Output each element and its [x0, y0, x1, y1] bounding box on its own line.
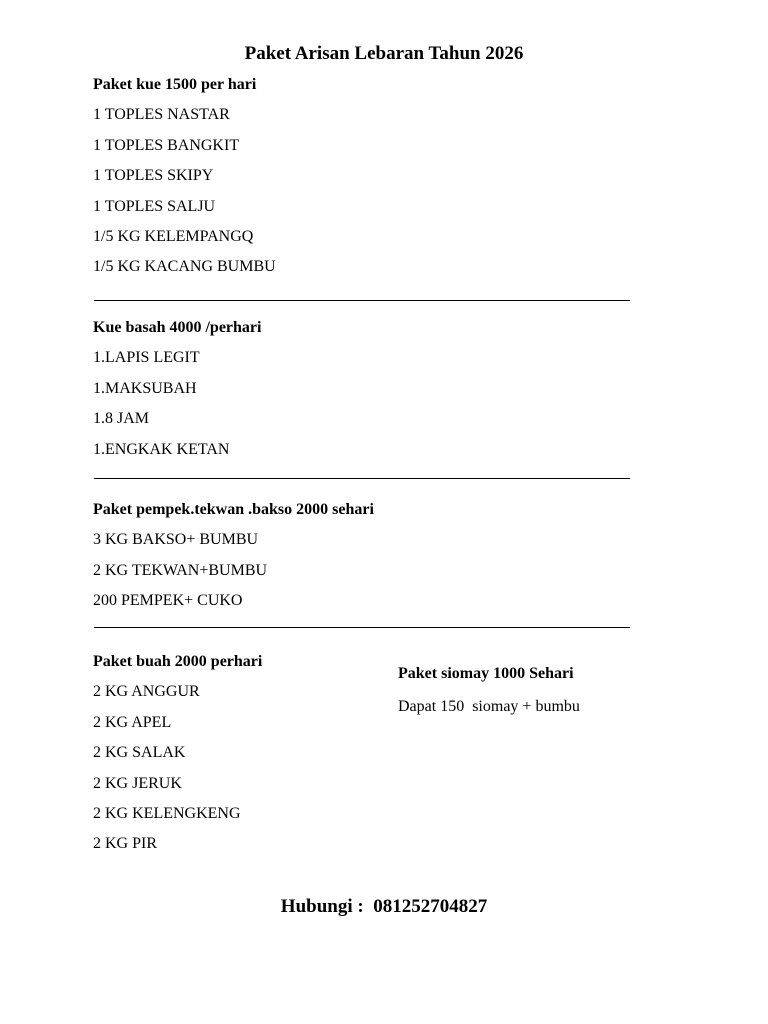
section-paket-siomay	[398, 664, 698, 727]
list-item: 2 KG PIR	[93, 835, 158, 853]
list-item: 1/5 KG KACANG BUMBU	[93, 258, 276, 276]
divider	[94, 300, 630, 301]
section-heading: Paket kue 1500 per hari	[93, 76, 257, 93]
list-item: 1.MAKSUBAH	[93, 379, 197, 397]
section-paket-buah	[93, 652, 373, 865]
divider	[94, 627, 630, 628]
section-heading: Paket buah 2000 perhari	[93, 653, 263, 670]
list-item: 1 TOPLES BANGKIT	[93, 136, 240, 154]
contact-line: Hubungi : 081252704827	[280, 896, 488, 917]
section-heading: Paket pempek.tekwan .bakso 2000 sehari	[93, 501, 374, 518]
list-item: 2 KG SALAK	[93, 744, 186, 762]
list-item: 3 KG BAKSO+ BUMBU	[93, 531, 259, 549]
divider	[94, 478, 630, 479]
list-item: 2 KG JERUK	[93, 774, 182, 792]
list-item: 1 TOPLES NASTAR	[93, 106, 230, 124]
list-item: 1/5 KG KELEMPANGQ	[93, 227, 254, 245]
list-item: 2 KG ANGGUR	[93, 683, 200, 701]
list-item: 1 TOPLES SKIPY	[93, 167, 214, 185]
list-item: 1 TOPLES SALJU	[93, 197, 216, 215]
section-heading: Kue basah 4000 /perhari	[93, 319, 262, 336]
document-title: Paket Arisan Lebaran Tahun 2026	[244, 43, 524, 64]
list-item: 2 KG TEKWAN+BUMBU	[93, 561, 268, 579]
list-item: 2 KG KELENGKENG	[93, 804, 241, 822]
section-paket-kue	[93, 75, 633, 288]
list-item: 1.LAPIS LEGIT	[93, 349, 200, 367]
list-item: 2 KG APEL	[93, 713, 172, 731]
list-item: 1.ENGKAK KETAN	[93, 440, 230, 458]
section-kue-basah	[93, 318, 633, 470]
section-heading: Paket siomay 1000 Sehari	[398, 665, 574, 682]
list-item: 1.8 JAM	[93, 410, 150, 428]
list-item: 200 PEMPEK+ CUKO	[93, 592, 243, 610]
section-text: Dapat 150 siomay + bumbu	[398, 698, 580, 715]
section-paket-pempek	[93, 500, 633, 622]
